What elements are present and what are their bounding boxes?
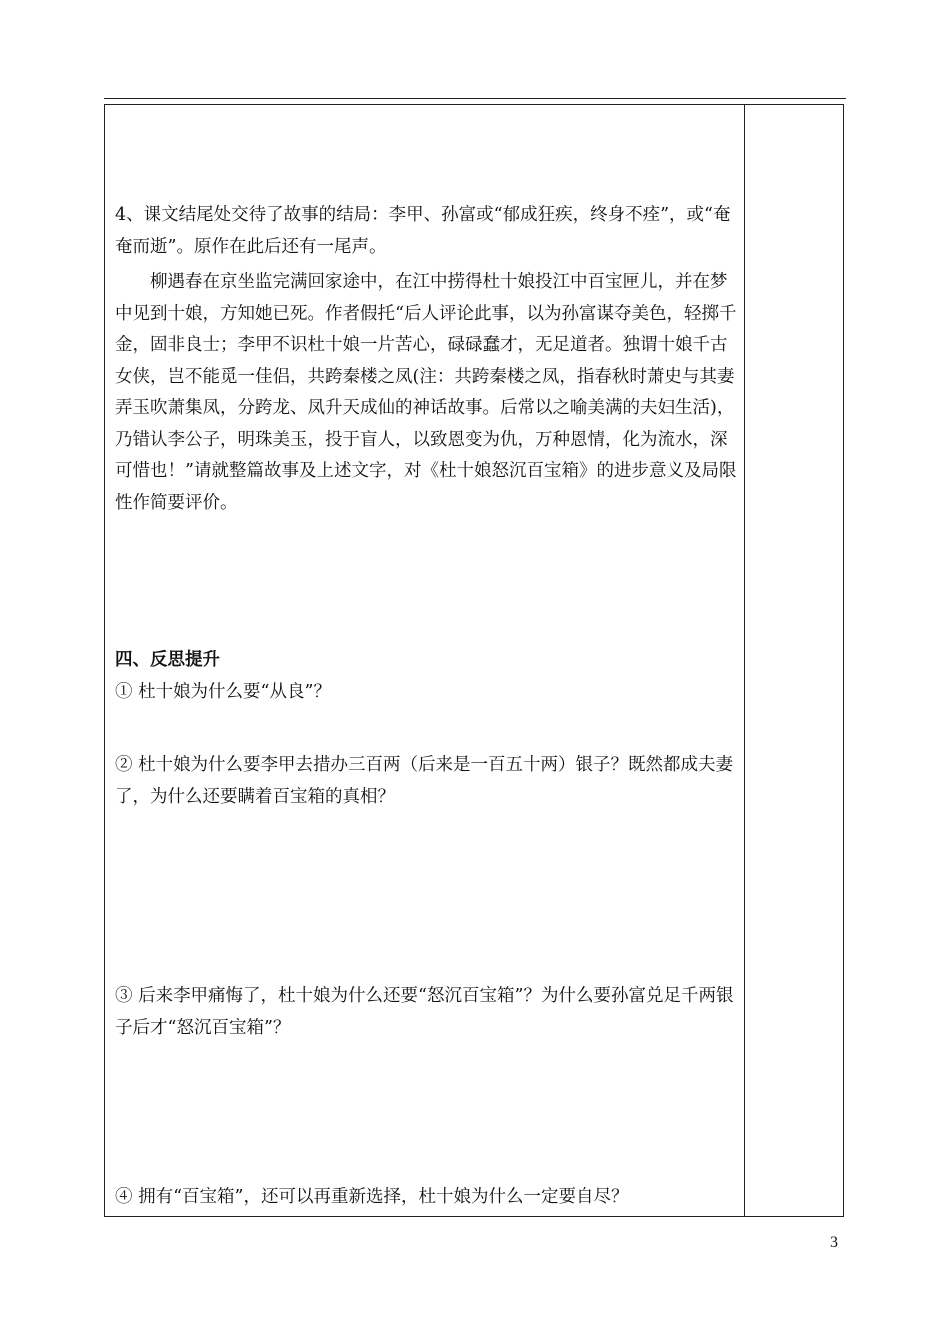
header-rule (104, 98, 846, 99)
item4-paragraph: 柳遇春在京坐监完满回家途中，在江中捞得杜十娘投江中百宝匣儿，并在梦中见到十娘，方知她已死。作者假托“后人评论此事，以为孙富谋夺美色，轻掷千金，固非良士；李甲不识杜十娘一片苦心，碌碌蠢才，无足道者。独谓十娘千古女侠，岂不能觅一佳侣，共跨秦楼之凤(注：共跨秦楼之凤，指春秋时萧史与其妻弄玉吹萧集凤，分跨龙、凤升天成仙的神话故事。后常以之喻美满的夫妇生活)，乃错认李公子，明珠美玉，投于盲人，以致恩变为仇，万种恩情，化为流水，深可惜也！”请就整篇故事及上述文字，对《杜十娘怒沉百宝箱》的进步意义及局限性作简要评价。 (115, 272, 737, 513)
section-heading: 四、反思提升 (115, 650, 220, 670)
question-1: ① 杜十娘为什么要“从良”？ (115, 681, 331, 702)
question-2: ② 杜十娘为什么要李甲去措办三百两（后来是一百五十两）银子？既然都成夫妻了，为什么还要瞒着百宝箱的真相？ (115, 755, 734, 807)
question-3: ③ 后来李甲痛悔了，杜十娘为什么还要“怒沉百宝箱”？为什么要孙富兑足千两银子后才“怒沉百宝箱”？ (115, 986, 734, 1038)
item4-intro: 4、课文结尾处交待了故事的结局：李甲、孙富或“郁成狂疾，终身不痊”，或“奄奄而逝”。原作在此后还有一尾声。 (115, 205, 731, 257)
notes-column-divider (744, 104, 745, 1217)
page-number: 3 (830, 1234, 838, 1251)
question-4: ④ 拥有“百宝箱”，还可以再重新选择，杜十娘为什么一定要自尽？ (115, 1187, 629, 1207)
main-cell (115, 200, 737, 1214)
